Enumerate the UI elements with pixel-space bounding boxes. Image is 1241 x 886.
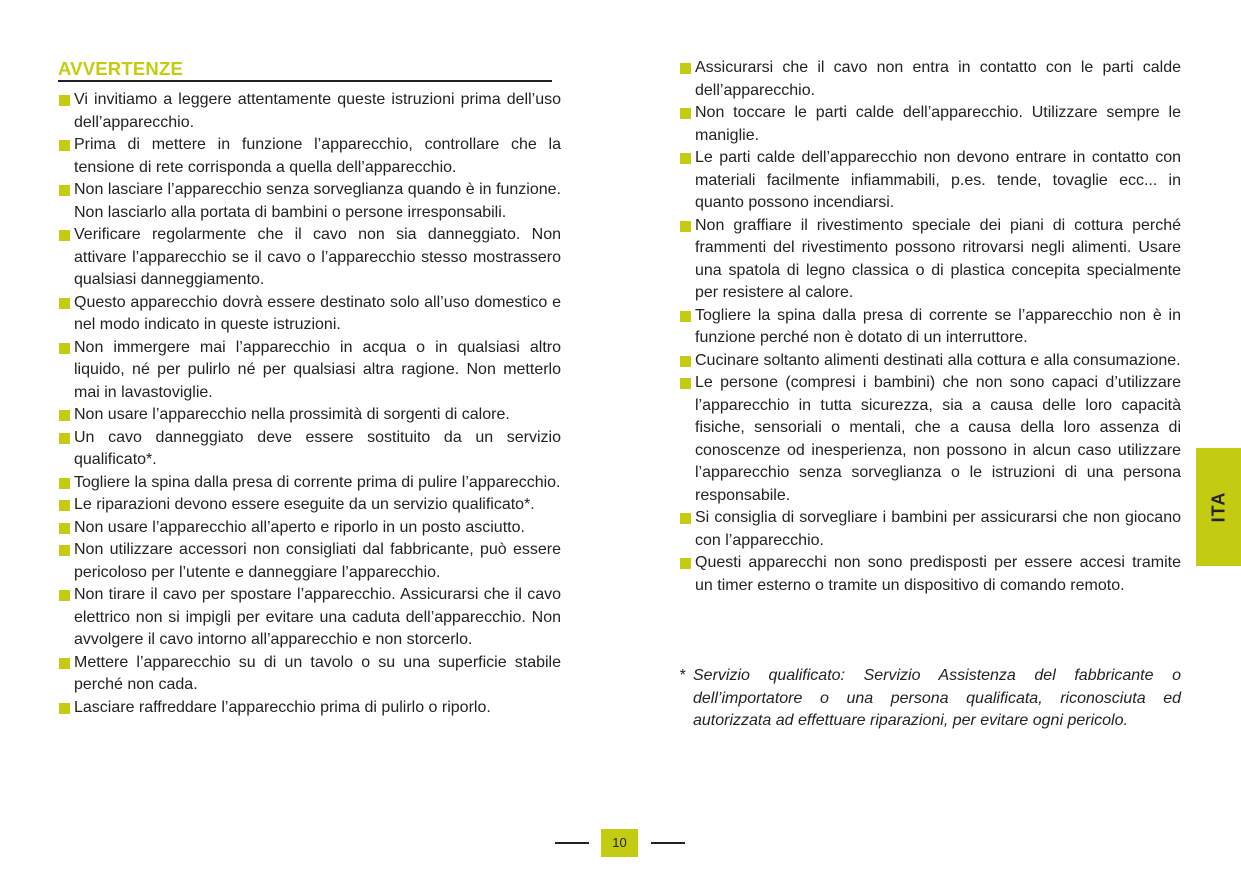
bullet-square-icon [59,500,70,511]
warning-item [679,507,1181,552]
warning-item [58,292,561,337]
bullet-square-icon [680,513,691,524]
page-number-rule-right [651,842,685,844]
warning-item-text: Verificare regolarmente che il cavo non sia danneggiato. Non attivare l’apparecchio se il cavo o l’apparecchio stesso mostrassero qualsiasi danneggiamento. [74,226,561,288]
footnote-text: Servizio qualificato: Servizio Assistenza del fabbricante o dell’importatore o una persona qualificata, riconosciuta ed autorizzata ad effettuare riparazioni, per evitare ogni pericolo. [693,667,1181,729]
warning-item-text: Non utilizzare accessori non consigliati dal fabbricante, può essere pericoloso per l’utente e danneggiare l’apparecchio. [74,541,561,581]
section-heading-text: AVVERTENZE [58,58,184,79]
warning-item-text: Non graffiare il rivestimento speciale dei piani di cottura perché frammenti del rivestimento possono ritrovarsi negli alimenti. Usare una spatola di legno classica o di plastica concepita specialmente per resistere al calore. [695,216,1181,301]
warning-item-text: Non usare l’apparecchio nella prossimità di sorgenti di calore. [74,406,510,423]
bullet-square-icon [59,523,70,534]
warning-item-text: Cucinare soltanto alimenti destinati alla cottura e alla consumazione. [695,351,1181,369]
bullet-square-icon [59,95,70,106]
section-heading [58,58,552,82]
bullet-square-icon [59,230,70,241]
warning-item [58,134,561,179]
warning-item-text: Togliere la spina dalla presa di corrente se l’apparecchio non è in funzione perché non è dotato di un interruttore. [695,306,1181,346]
bullet-square-icon [680,108,691,119]
bullet-square-icon [59,703,70,714]
page-number-rule-left [555,842,589,844]
warning-item [679,102,1181,147]
page-number: 10 [601,829,638,857]
warning-item [679,350,1181,373]
language-tab-label: ITA [1208,491,1228,523]
bullet-square-icon [59,478,70,489]
warning-item-text: Un cavo danneggiato deve essere sostituito da un servizio qualificato*. [74,428,561,468]
warning-item-text: Non toccare le parti calde dell’apparecchio. Utilizzare sempre le maniglie. [695,104,1181,144]
warning-item [58,652,561,697]
language-tab [1196,448,1241,566]
bullet-square-icon [680,63,691,74]
warning-item-text: Le persone (compresi i bambini) che non sono capaci d’utilizzare l’apparecchio in tutta sicurezza, sia a causa delle loro capacità fisiche, sensoriali o mentali, che a causa della loro assenza di conoscenze od inesperienza, non possono in alcun caso utilizzare l’apparecchio senza sorveglianza o le istruzioni di una persona responsabile. [695,374,1181,504]
warning-item-text: Le riparazioni devono essere eseguite da un servizio qualificato*. [74,496,535,513]
bullet-square-icon [680,378,691,389]
bullet-square-icon [680,221,691,232]
warning-item [58,472,561,495]
warnings-list-left [58,89,561,719]
bullet-square-icon [59,410,70,421]
warning-item [679,215,1181,305]
warning-item-text: Non immergere mai l’apparecchio in acqua o in qualsiasi altro liquido, né per pulirlo né per qualsiasi altra ragione. Non metterlo mai in lavastoviglie. [74,338,561,401]
warning-item-text: Non lasciare l’apparecchio senza sorveglianza quando è in funzione. Non lasciarlo alla portata di bambini o persone irresponsabili. [74,181,561,221]
warning-item-text: Si consiglia di sorvegliare i bambini per assicurarsi che non giocano con l’apparecchio. [695,509,1181,549]
bullet-square-icon [59,343,70,354]
bullet-square-icon [680,558,691,569]
warning-item [58,89,561,134]
warning-item [679,552,1181,597]
warning-item [58,584,561,652]
bullet-square-icon [680,153,691,164]
bullet-square-icon [680,356,691,367]
footnote-marker: * [679,667,686,684]
warning-item-text: Mettere l’apparecchio su di un tavolo o su una superficie stabile perché non cada. [74,653,561,693]
warning-item [679,57,1181,102]
bullet-square-icon [59,298,70,309]
bullet-square-icon [59,658,70,669]
bullet-square-icon [59,140,70,151]
warning-item [679,305,1181,350]
warning-item [58,697,561,720]
warning-item-text: Non tirare il cavo per spostare l’apparecchio. Assicurarsi che il cavo elettrico non si impigli per evitare una caduta dell’apparecchio. Non avvolgere il cavo intorno all’apparecchio e non storcerlo. [74,586,561,648]
footnote [679,665,1181,733]
warning-item [58,337,561,405]
bullet-square-icon [59,545,70,556]
warning-item-text: Questo apparecchio dovrà essere destinato solo all’uso domestico e nel modo indicato in queste istruzioni. [74,293,561,333]
warning-item-text: Non usare l’apparecchio all’aperto e riporlo in un posto asciutto. [74,518,525,536]
warning-item-text: Togliere la spina dalla presa di corrente prima di pulire l’apparecchio. [74,473,561,491]
warning-item-text: Vi invitiamo a leggere attentamente queste istruzioni prima dell’uso dell’apparecchio. [74,91,561,131]
warning-item [58,224,561,292]
bullet-square-icon [59,185,70,196]
warning-item [58,494,561,517]
warning-item [679,372,1181,507]
warning-item [58,179,561,224]
warning-item-text: Prima di mettere in funzione l’apparecchio, controllare che la tensione di rete corrisponda a quella dell’apparecchio. [74,136,561,176]
warning-item [58,427,561,472]
warning-item-text: Lasciare raffreddare l’apparecchio prima di pulirlo o riporlo. [74,698,491,716]
warning-item [58,404,561,427]
warning-item-text: Le parti calde dell’apparecchio non devono entrare in contatto con materiali facilmente infiammabili, p.es. tende, tovaglie ecc... in quanto possono incendiarsi. [695,149,1181,211]
bullet-square-icon [59,433,70,444]
warning-item-text: Questi apparecchi non sono predisposti per essere accesi tramite un timer esterno o tramite un dispositivo di comando remoto. [695,554,1181,594]
warning-item [679,147,1181,215]
bullet-square-icon [680,311,691,322]
warning-item [58,539,561,584]
bullet-square-icon [59,590,70,601]
warning-item [58,517,561,540]
warning-item-text: Assicurarsi che il cavo non entra in contatto con le parti calde dell’apparecchio. [695,59,1181,99]
warnings-list-right [679,57,1181,597]
